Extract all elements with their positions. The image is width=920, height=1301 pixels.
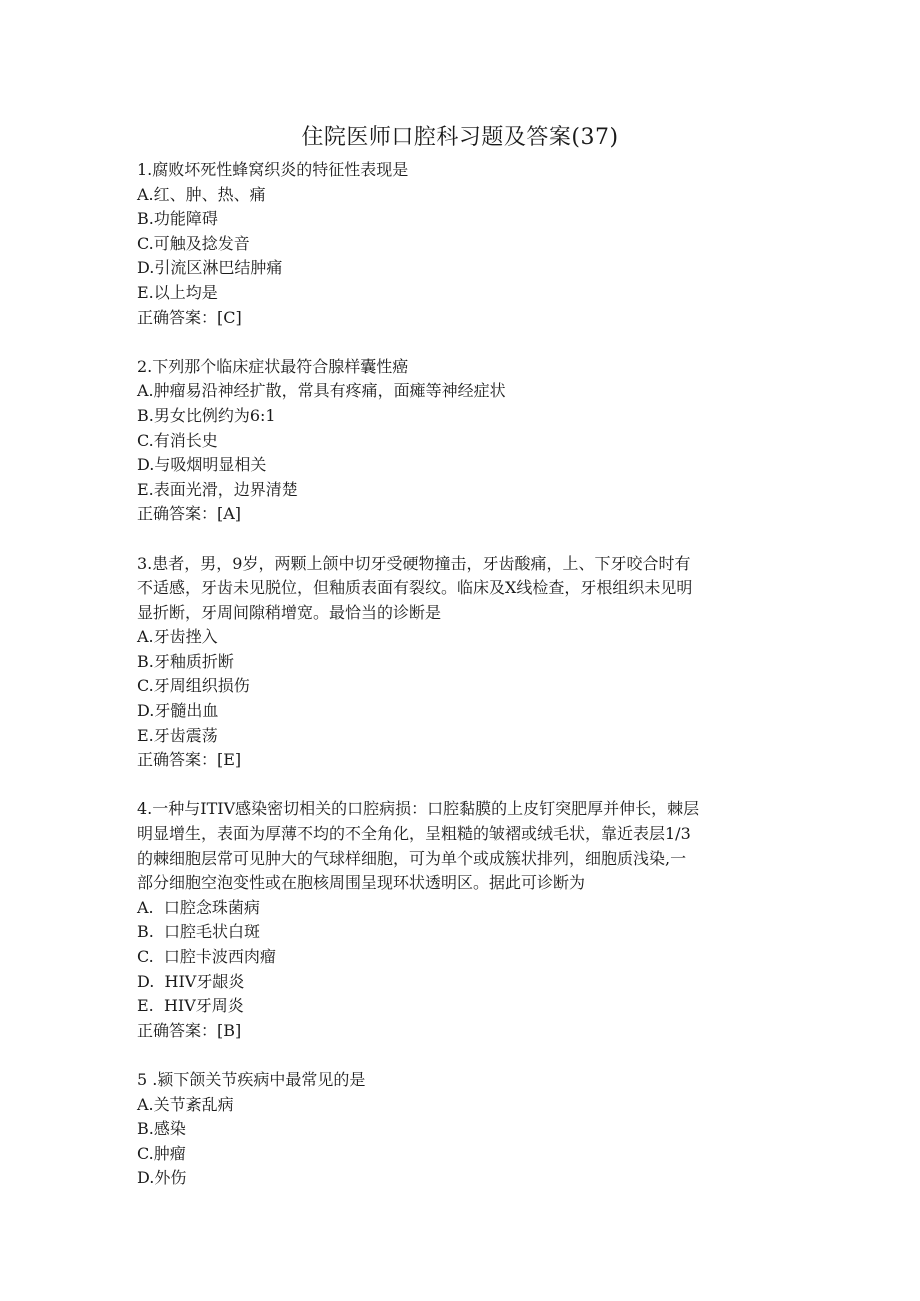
question-stem-line-4: 部分细胞空泡变性或在胞核周围呈现环状透明区。据此可诊断为: [137, 873, 586, 893]
correct-answer: 正确答案：[A]: [137, 504, 242, 524]
option-e: E.牙齿震荡: [137, 725, 218, 745]
option-e: E. HIV牙周炎: [137, 996, 244, 1016]
option-b: B. 口腔毛状白斑: [137, 922, 261, 942]
question-stem-line-3: 的棘细胞层常可见肿大的气球样细胞，可为单个或成簇状排列，细胞质浅染,一: [137, 848, 687, 868]
question-stem: 5 .颍下颌关节疾病中最常见的是: [137, 1069, 366, 1089]
option-b: B.男女比例约为6:1: [137, 405, 276, 425]
option-a: A.红、肿、热、痛: [137, 184, 266, 204]
page-title: 住院医师口腔科习题及答案(37): [301, 125, 619, 150]
option-c: C.可触及捻发音: [137, 233, 250, 253]
question-list: [137, 158, 782, 1191]
question-stem-line-3: 显折断，牙周间隙稍增宽。最恰当的诊断是: [137, 602, 442, 622]
question-4: [137, 797, 782, 1043]
option-a: A.肿瘤易沿神经扩散，常具有疼痛，面瘫等神经症状: [137, 381, 506, 401]
question-2: [137, 355, 782, 527]
option-c: C.牙周组织损伤: [137, 676, 250, 696]
option-c: C. 口腔卡波西肉瘤: [137, 947, 276, 966]
correct-answer: 正确答案：[C]: [137, 307, 242, 327]
option-d: D.引流区淋巴结肿痛: [137, 258, 283, 278]
question-stem: 1.腐败坏死性蜂窝织炎的特征性表现是: [137, 160, 409, 179]
option-a: A. 口腔念珠菌病: [137, 897, 260, 917]
option-e: E.以上均是: [137, 282, 218, 302]
option-a: A.牙齿挫入: [137, 627, 218, 647]
question-stem-line-2: 不适感，牙齿未见脱位，但釉质表面有裂纹。临床及X线检查，牙根组织未见明: [137, 578, 693, 598]
question-1: [137, 158, 782, 330]
option-c: C.肿瘤: [137, 1143, 186, 1163]
correct-answer: 正确答案：[E]: [137, 750, 242, 770]
option-c: C.有消长史: [137, 430, 218, 450]
option-d: D.与吸烟明显相关: [137, 455, 267, 475]
option-b: B.感染: [137, 1119, 186, 1139]
question-5: [137, 1068, 782, 1191]
option-b: B.牙釉质折断: [137, 651, 234, 671]
question-stem-line-1: 3.患者，男，9岁，两颗上颌中切牙受硬物撞击，牙齿酸痛，上、下牙咬合时有: [137, 553, 691, 573]
option-a: A.关节紊乱病: [137, 1094, 234, 1114]
option-e: E.表面光滑，边界清楚: [137, 479, 298, 499]
option-d: D.外伤: [137, 1168, 187, 1188]
question-stem-line-1: 4.一种与ITIV感染密切相关的口腔病损：口腔黏膜的上皮钉突肥厚并伸长，棘层: [137, 799, 700, 819]
correct-answer: 正确答案：[B]: [137, 1020, 242, 1040]
question-stem: 2.下列那个临床症状最符合腺样囊性癌: [137, 356, 409, 376]
option-d: D. HIV牙龈炎: [137, 971, 245, 991]
question-stem-line-2: 明显增生，表面为厚薄不均的不全角化，呈粗糙的皱褶或绒毛状，靠近表层1/3: [137, 824, 691, 844]
question-3: [137, 552, 782, 773]
option-b: B.功能障碍: [137, 209, 218, 229]
option-d: D.牙髓出血: [137, 701, 219, 721]
